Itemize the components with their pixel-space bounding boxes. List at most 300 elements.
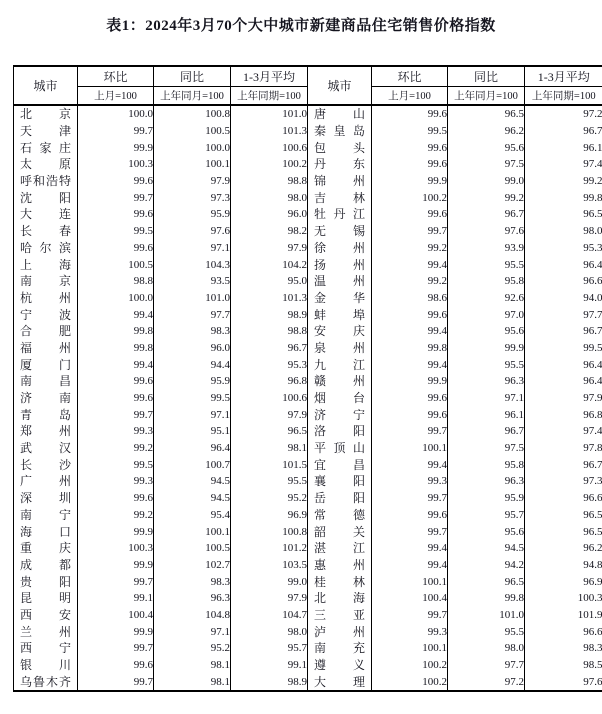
value-cell: 97.6 xyxy=(525,673,602,691)
value-cell: 98.0 xyxy=(231,189,308,206)
value-cell: 95.9 xyxy=(154,373,231,390)
value-cell: 100.0 xyxy=(78,290,154,307)
value-cell: 99.0 xyxy=(448,173,525,190)
city-name: 三 亚 xyxy=(314,609,365,621)
stats-table-page xyxy=(0,14,602,692)
value-cell: 99.7 xyxy=(78,673,154,691)
price-index-table xyxy=(13,65,602,692)
value-cell: 101.0 xyxy=(448,607,525,624)
city-cell xyxy=(308,423,372,440)
value-cell: 96.4 xyxy=(525,356,602,373)
value-cell: 99.4 xyxy=(78,356,154,373)
value-cell: 100.0 xyxy=(154,139,231,156)
city-name: 西 安 xyxy=(20,609,71,621)
city-cell xyxy=(308,306,372,323)
value-cell: 95.7 xyxy=(448,507,525,524)
value-cell: 96.7 xyxy=(525,456,602,473)
city-name: 合 肥 xyxy=(20,325,71,337)
value-cell: 97.9 xyxy=(525,390,602,407)
value-cell: 96.9 xyxy=(231,507,308,524)
city-cell xyxy=(14,573,78,590)
value-cell: 96.5 xyxy=(525,507,602,524)
value-cell: 99.6 xyxy=(372,206,448,223)
value-cell: 99.1 xyxy=(78,590,154,607)
city-cell xyxy=(308,273,372,290)
city-cell xyxy=(308,573,372,590)
city-name: 杭 州 xyxy=(20,292,71,304)
city-cell xyxy=(308,623,372,640)
city-name: 惠 州 xyxy=(314,559,365,571)
city-name: 常 德 xyxy=(314,509,365,521)
table-row xyxy=(14,323,602,340)
value-cell: 99.5 xyxy=(372,123,448,140)
value-cell: 98.0 xyxy=(525,223,602,240)
value-cell: 99.6 xyxy=(372,306,448,323)
city-name: 韶 关 xyxy=(314,526,365,538)
value-cell: 99.3 xyxy=(78,423,154,440)
value-cell: 95.3 xyxy=(231,356,308,373)
value-cell: 99.7 xyxy=(78,406,154,423)
value-cell: 96.5 xyxy=(525,523,602,540)
value-cell: 100.5 xyxy=(78,256,154,273)
value-cell: 99.8 xyxy=(78,340,154,357)
city-cell xyxy=(308,406,372,423)
value-cell: 100.1 xyxy=(154,156,231,173)
city-cell xyxy=(308,557,372,574)
header-yoy-left: 同比 xyxy=(154,66,231,87)
value-cell: 99.6 xyxy=(78,206,154,223)
city-cell xyxy=(14,139,78,156)
value-cell: 96.2 xyxy=(525,540,602,557)
value-cell: 96.4 xyxy=(154,440,231,457)
value-cell: 95.2 xyxy=(231,490,308,507)
value-cell: 100.2 xyxy=(372,657,448,674)
value-cell: 104.8 xyxy=(154,607,231,624)
value-cell: 104.3 xyxy=(154,256,231,273)
city-name: 天 津 xyxy=(20,125,71,137)
value-cell: 100.3 xyxy=(525,590,602,607)
value-cell: 100.3 xyxy=(78,156,154,173)
header-yoy-right: 同比 xyxy=(448,66,525,87)
city-name: 大 理 xyxy=(314,676,365,688)
header-avg-base-left: 上年同期=100 xyxy=(231,87,308,106)
value-cell: 97.7 xyxy=(448,657,525,674)
value-cell: 92.6 xyxy=(448,290,525,307)
value-cell: 94.0 xyxy=(525,290,602,307)
value-cell: 99.6 xyxy=(78,390,154,407)
city-name: 遵 义 xyxy=(314,659,365,671)
city-cell xyxy=(308,507,372,524)
value-cell: 94.5 xyxy=(154,490,231,507)
city-name: 泉 州 xyxy=(314,342,365,354)
value-cell: 96.8 xyxy=(525,406,602,423)
table-row xyxy=(14,523,602,540)
value-cell: 96.9 xyxy=(525,573,602,590)
city-cell xyxy=(14,306,78,323)
value-cell: 99.7 xyxy=(372,490,448,507)
value-cell: 99.8 xyxy=(372,340,448,357)
value-cell: 94.5 xyxy=(154,473,231,490)
value-cell: 99.8 xyxy=(525,189,602,206)
city-name: 广 州 xyxy=(20,475,71,487)
value-cell: 99.9 xyxy=(372,173,448,190)
city-name: 石 家 庄 xyxy=(20,142,71,154)
value-cell: 103.5 xyxy=(231,557,308,574)
city-cell xyxy=(14,356,78,373)
value-cell: 99.3 xyxy=(78,473,154,490)
value-cell: 99.3 xyxy=(372,473,448,490)
city-cell xyxy=(14,323,78,340)
value-cell: 101.2 xyxy=(231,540,308,557)
value-cell: 102.7 xyxy=(154,557,231,574)
city-name: 南 宁 xyxy=(20,509,71,521)
value-cell: 99.7 xyxy=(372,423,448,440)
value-cell: 96.7 xyxy=(448,423,525,440)
value-cell: 94.8 xyxy=(525,557,602,574)
value-cell: 97.9 xyxy=(231,590,308,607)
value-cell: 97.3 xyxy=(525,473,602,490)
table-row xyxy=(14,390,602,407)
table-row xyxy=(14,173,602,190)
city-cell xyxy=(308,456,372,473)
value-cell: 104.7 xyxy=(231,607,308,624)
city-cell xyxy=(14,523,78,540)
value-cell: 99.4 xyxy=(372,557,448,574)
city-cell xyxy=(308,256,372,273)
city-name: 大 连 xyxy=(20,208,71,220)
value-cell: 99.2 xyxy=(372,273,448,290)
value-cell: 96.7 xyxy=(448,206,525,223)
city-cell xyxy=(14,406,78,423)
value-cell: 99.4 xyxy=(372,256,448,273)
header-city-left: 城市 xyxy=(14,66,78,105)
value-cell: 96.3 xyxy=(154,590,231,607)
table-row xyxy=(14,306,602,323)
table-row xyxy=(14,240,602,257)
city-name: 青 岛 xyxy=(20,409,71,421)
table-row xyxy=(14,490,602,507)
value-cell: 97.5 xyxy=(448,440,525,457)
value-cell: 93.9 xyxy=(448,240,525,257)
value-cell: 97.8 xyxy=(525,440,602,457)
value-cell: 99.7 xyxy=(372,223,448,240)
value-cell: 96.3 xyxy=(448,373,525,390)
city-cell xyxy=(308,640,372,657)
value-cell: 95.8 xyxy=(448,456,525,473)
value-cell: 100.1 xyxy=(154,523,231,540)
table-row xyxy=(14,356,602,373)
value-cell: 100.3 xyxy=(78,540,154,557)
value-cell: 101.3 xyxy=(231,123,308,140)
city-name: 湛 江 xyxy=(314,542,365,554)
value-cell: 98.1 xyxy=(231,440,308,457)
value-cell: 98.2 xyxy=(231,223,308,240)
table-row xyxy=(14,507,602,524)
city-name: 吉 林 xyxy=(314,192,365,204)
table-row xyxy=(14,657,602,674)
value-cell: 97.4 xyxy=(525,156,602,173)
city-cell xyxy=(14,440,78,457)
value-cell: 99.2 xyxy=(525,173,602,190)
city-cell xyxy=(308,156,372,173)
table-row xyxy=(14,456,602,473)
city-name: 南 京 xyxy=(20,275,71,287)
value-cell: 95.9 xyxy=(448,490,525,507)
value-cell: 99.7 xyxy=(372,607,448,624)
value-cell: 96.1 xyxy=(525,139,602,156)
value-cell: 99.9 xyxy=(78,623,154,640)
city-cell xyxy=(308,323,372,340)
table-row xyxy=(14,223,602,240)
value-cell: 99.3 xyxy=(372,623,448,640)
city-cell xyxy=(14,223,78,240)
value-cell: 99.7 xyxy=(78,123,154,140)
value-cell: 95.6 xyxy=(448,323,525,340)
header-avg-right: 1-3月平均 xyxy=(525,66,602,87)
city-cell xyxy=(14,540,78,557)
value-cell: 99.6 xyxy=(78,657,154,674)
value-cell: 99.6 xyxy=(372,139,448,156)
value-cell: 96.7 xyxy=(525,323,602,340)
city-name: 岳 阳 xyxy=(314,492,365,504)
value-cell: 98.3 xyxy=(154,323,231,340)
city-cell xyxy=(308,440,372,457)
value-cell: 95.5 xyxy=(448,256,525,273)
value-cell: 97.4 xyxy=(525,423,602,440)
value-cell: 99.9 xyxy=(372,373,448,390)
city-cell xyxy=(308,105,372,123)
city-name: 郑 州 xyxy=(20,425,71,437)
city-cell xyxy=(14,607,78,624)
value-cell: 97.7 xyxy=(525,306,602,323)
city-cell xyxy=(14,490,78,507)
table-row xyxy=(14,139,602,156)
value-cell: 98.1 xyxy=(154,673,231,691)
value-cell: 99.5 xyxy=(78,223,154,240)
value-cell: 99.5 xyxy=(525,340,602,357)
city-name: 长 春 xyxy=(20,225,71,237)
value-cell: 99.4 xyxy=(372,456,448,473)
value-cell: 99.6 xyxy=(78,240,154,257)
city-name: 南 充 xyxy=(314,642,365,654)
value-cell: 97.6 xyxy=(154,223,231,240)
city-name: 秦 皇 岛 xyxy=(314,125,365,137)
city-name: 上 海 xyxy=(20,259,71,271)
value-cell: 95.4 xyxy=(154,507,231,524)
city-name: 南 昌 xyxy=(20,375,71,387)
city-cell xyxy=(14,189,78,206)
header-mom-right: 环比 xyxy=(372,66,448,87)
city-name: 无 锡 xyxy=(314,225,365,237)
city-name: 洛 阳 xyxy=(314,425,365,437)
table-row xyxy=(14,623,602,640)
value-cell: 96.0 xyxy=(231,206,308,223)
value-cell: 99.6 xyxy=(78,373,154,390)
city-name: 武 汉 xyxy=(20,442,71,454)
city-cell xyxy=(14,206,78,223)
city-cell xyxy=(308,473,372,490)
value-cell: 97.1 xyxy=(448,390,525,407)
city-cell xyxy=(14,240,78,257)
value-cell: 94.5 xyxy=(448,540,525,557)
value-cell: 97.3 xyxy=(154,189,231,206)
value-cell: 100.1 xyxy=(372,440,448,457)
city-cell xyxy=(14,373,78,390)
city-name: 徐 州 xyxy=(314,242,365,254)
city-name: 西 宁 xyxy=(20,642,71,654)
value-cell: 98.1 xyxy=(154,657,231,674)
value-cell: 100.5 xyxy=(154,540,231,557)
city-cell xyxy=(308,673,372,691)
city-name: 长 沙 xyxy=(20,459,71,471)
value-cell: 95.6 xyxy=(448,523,525,540)
value-cell: 95.6 xyxy=(448,139,525,156)
city-cell xyxy=(308,123,372,140)
city-name: 宜 昌 xyxy=(314,459,365,471)
value-cell: 99.6 xyxy=(372,507,448,524)
table-row xyxy=(14,105,602,123)
value-cell: 99.8 xyxy=(78,323,154,340)
table-row xyxy=(14,340,602,357)
value-cell: 99.9 xyxy=(78,139,154,156)
value-cell: 99.0 xyxy=(231,573,308,590)
table-row xyxy=(14,256,602,273)
city-cell xyxy=(308,373,372,390)
city-name: 福 州 xyxy=(20,342,71,354)
value-cell: 100.0 xyxy=(78,105,154,123)
city-name: 兰 州 xyxy=(20,626,71,638)
value-cell: 100.4 xyxy=(78,607,154,624)
city-cell xyxy=(308,240,372,257)
value-cell: 94.2 xyxy=(448,557,525,574)
value-cell: 96.0 xyxy=(154,340,231,357)
value-cell: 96.3 xyxy=(448,473,525,490)
value-cell: 97.9 xyxy=(154,173,231,190)
value-cell: 96.7 xyxy=(525,123,602,140)
value-cell: 99.6 xyxy=(78,490,154,507)
city-name: 北 京 xyxy=(20,108,71,120)
city-name: 丹 东 xyxy=(314,158,365,170)
city-name: 北 海 xyxy=(314,592,365,604)
value-cell: 99.6 xyxy=(372,156,448,173)
city-name: 蚌 埠 xyxy=(314,309,365,321)
city-name: 贵 阳 xyxy=(20,576,71,588)
value-cell: 101.0 xyxy=(231,105,308,123)
value-cell: 95.2 xyxy=(154,640,231,657)
value-cell: 98.0 xyxy=(231,623,308,640)
value-cell: 96.6 xyxy=(525,490,602,507)
value-cell: 104.2 xyxy=(231,256,308,273)
value-cell: 95.1 xyxy=(154,423,231,440)
table-row xyxy=(14,373,602,390)
value-cell: 99.6 xyxy=(372,390,448,407)
table-row xyxy=(14,673,602,691)
value-cell: 99.6 xyxy=(78,173,154,190)
header-mom-base-left: 上月=100 xyxy=(78,87,154,106)
value-cell: 98.9 xyxy=(231,673,308,691)
city-cell xyxy=(14,590,78,607)
value-cell: 97.6 xyxy=(448,223,525,240)
value-cell: 100.6 xyxy=(231,139,308,156)
value-cell: 99.2 xyxy=(372,240,448,257)
value-cell: 99.9 xyxy=(448,340,525,357)
city-cell xyxy=(14,557,78,574)
city-name: 泸 州 xyxy=(314,626,365,638)
city-cell xyxy=(14,290,78,307)
table-row xyxy=(14,540,602,557)
value-cell: 98.0 xyxy=(448,640,525,657)
value-cell: 95.5 xyxy=(448,356,525,373)
value-cell: 98.8 xyxy=(231,173,308,190)
value-cell: 99.2 xyxy=(78,507,154,524)
table-body xyxy=(14,105,602,691)
city-name: 包 头 xyxy=(314,142,365,154)
value-cell: 100.2 xyxy=(231,156,308,173)
value-cell: 95.8 xyxy=(448,273,525,290)
value-cell: 99.4 xyxy=(372,356,448,373)
city-cell xyxy=(308,189,372,206)
city-cell xyxy=(308,523,372,540)
city-cell xyxy=(308,139,372,156)
table-row xyxy=(14,206,602,223)
table-row xyxy=(14,406,602,423)
value-cell: 98.3 xyxy=(154,573,231,590)
city-cell xyxy=(308,657,372,674)
value-cell: 93.5 xyxy=(154,273,231,290)
table-row xyxy=(14,123,602,140)
value-cell: 97.1 xyxy=(154,406,231,423)
page-title: 表1：2024年3月70个大中城市新建商品住宅销售价格指数 xyxy=(0,14,602,35)
table-row xyxy=(14,640,602,657)
value-cell: 96.1 xyxy=(448,406,525,423)
value-cell: 96.5 xyxy=(448,105,525,123)
city-cell xyxy=(308,390,372,407)
city-cell xyxy=(14,273,78,290)
city-cell xyxy=(308,173,372,190)
city-name: 海 口 xyxy=(20,526,71,538)
value-cell: 99.6 xyxy=(372,406,448,423)
city-name: 温 州 xyxy=(314,275,365,287)
city-cell xyxy=(308,206,372,223)
value-cell: 96.6 xyxy=(525,623,602,640)
value-cell: 99.5 xyxy=(154,390,231,407)
table-row xyxy=(14,607,602,624)
value-cell: 96.2 xyxy=(448,123,525,140)
value-cell: 100.1 xyxy=(372,640,448,657)
header-avg-left: 1-3月平均 xyxy=(231,66,308,87)
value-cell: 99.4 xyxy=(372,540,448,557)
city-cell xyxy=(14,173,78,190)
city-name: 济 南 xyxy=(20,392,71,404)
value-cell: 99.2 xyxy=(448,189,525,206)
value-cell: 99.6 xyxy=(372,105,448,123)
city-cell xyxy=(14,340,78,357)
city-name: 银 川 xyxy=(20,659,71,671)
value-cell: 99.7 xyxy=(78,573,154,590)
city-cell xyxy=(14,456,78,473)
value-cell: 97.2 xyxy=(525,105,602,123)
header-yoy-base-right: 上年同月=100 xyxy=(448,87,525,106)
value-cell: 100.5 xyxy=(154,123,231,140)
city-name: 金 华 xyxy=(314,292,365,304)
value-cell: 100.2 xyxy=(372,673,448,691)
value-cell: 98.8 xyxy=(78,273,154,290)
value-cell: 101.9 xyxy=(525,607,602,624)
value-cell: 97.9 xyxy=(231,240,308,257)
value-cell: 98.8 xyxy=(231,323,308,340)
value-cell: 101.0 xyxy=(154,290,231,307)
city-name: 赣 州 xyxy=(314,375,365,387)
